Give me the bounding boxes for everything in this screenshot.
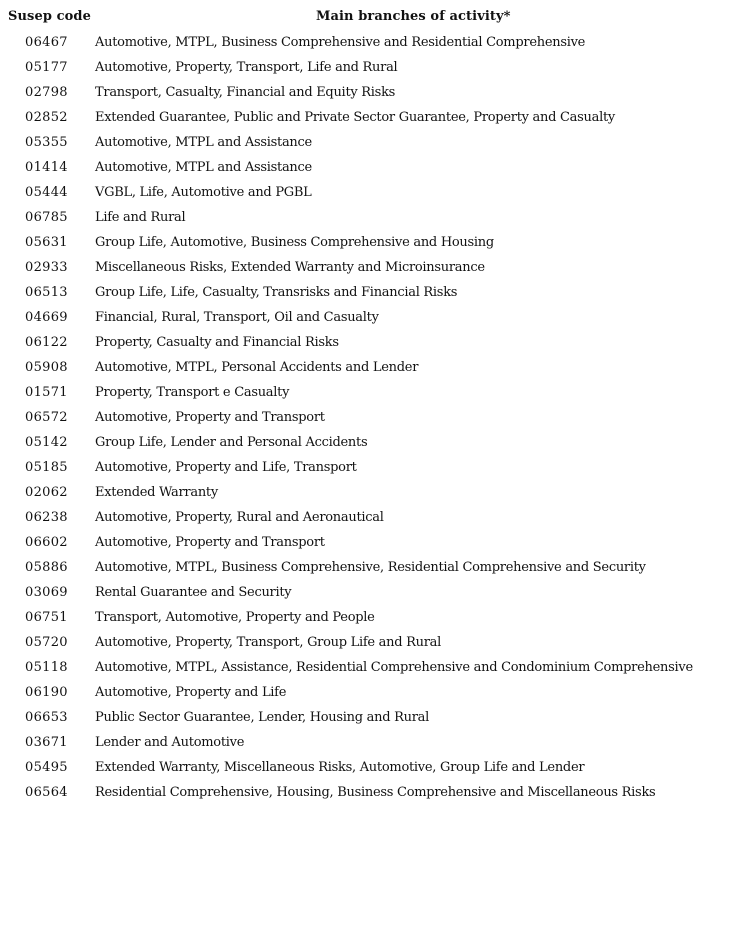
susep-code-cell: 01414 [25, 159, 68, 175]
susep-code-cell: 03671 [25, 734, 68, 750]
branches-cell: Automotive, Property and Transport [95, 534, 325, 550]
branches-cell: Automotive, MTPL and Assistance [95, 134, 312, 150]
table-row [0, 80, 732, 105]
susep-code-cell: 06751 [25, 609, 68, 625]
table-row [0, 30, 732, 55]
susep-code-cell: 06467 [25, 34, 68, 50]
table-row [0, 205, 732, 230]
susep-code-cell: 05444 [25, 184, 68, 200]
branches-cell: Group Life, Lender and Personal Accidents [95, 434, 368, 450]
branches-cell: Extended Warranty [95, 484, 218, 500]
branches-cell: Group Life, Life, Casualty, Transrisks and Financial Risks [95, 284, 458, 300]
table-row [0, 405, 732, 430]
branches-cell: Public Sector Guarantee, Lender, Housing and Rural [95, 709, 429, 725]
susep-code-cell: 05495 [25, 759, 68, 775]
table-row [0, 730, 732, 755]
branches-cell: Lender and Automotive [95, 734, 245, 750]
susep-code-cell: 05142 [25, 434, 68, 450]
branches-cell: Automotive, MTPL, Assistance, Residential Comprehensive and Condominium Comprehensive [95, 659, 693, 675]
susep-code-cell: 05908 [25, 359, 68, 375]
branches-cell: Financial, Rural, Transport, Oil and Casualty [95, 309, 379, 325]
table-row [0, 380, 732, 405]
table-row [0, 705, 732, 730]
branches-cell: Life and Rural [95, 209, 186, 225]
header-main-branches: Main branches of activity* [316, 9, 511, 24]
susep-branches-table [0, 6, 732, 800]
susep-code-cell: 05118 [25, 659, 68, 675]
branches-cell: Automotive, Property and Transport [95, 409, 325, 425]
table-row [0, 780, 732, 805]
table-row [0, 455, 732, 480]
table-row [0, 755, 732, 780]
branches-cell: Automotive, Property, Rural and Aeronautical [95, 509, 384, 525]
susep-code-cell: 02933 [25, 259, 68, 275]
table-row [0, 180, 732, 205]
susep-code-cell: 06602 [25, 534, 68, 550]
branches-cell: Extended Warranty, Miscellaneous Risks, Automotive, Group Life and Lender [95, 759, 585, 775]
branches-cell: Group Life, Automotive, Business Comprehensive and Housing [95, 234, 494, 250]
branches-cell: Property, Transport e Casualty [95, 384, 290, 400]
table-row [0, 480, 732, 505]
branches-cell: Extended Guarantee, Public and Private Sector Guarantee, Property and Casualty [95, 109, 615, 125]
table-row [0, 280, 732, 305]
table-row [0, 430, 732, 455]
branches-cell: Automotive, Property and Life, Transport [95, 459, 357, 475]
branches-cell: Transport, Casualty, Financial and Equity Risks [95, 84, 396, 100]
susep-code-cell: 05185 [25, 459, 68, 475]
table-row [0, 655, 732, 680]
susep-code-cell: 05886 [25, 559, 68, 575]
susep-code-cell: 06785 [25, 209, 68, 225]
header-susep-code: Susep code [8, 9, 91, 24]
susep-code-cell: 06572 [25, 409, 68, 425]
susep-code-cell: 06513 [25, 284, 68, 300]
table-row [0, 130, 732, 155]
table-row [0, 255, 732, 280]
branches-cell: Automotive, MTPL, Business Comprehensive and Residential Comprehensive [95, 34, 586, 50]
table-row [0, 355, 732, 380]
branches-cell: Property, Casualty and Financial Risks [95, 334, 339, 350]
susep-code-cell: 06190 [25, 684, 68, 700]
branches-cell: Miscellaneous Risks, Extended Warranty and Microinsurance [95, 259, 485, 275]
susep-code-cell: 02798 [25, 84, 68, 100]
branches-cell: Automotive, Property and Life [95, 684, 287, 700]
susep-code-cell: 01571 [25, 384, 68, 400]
branches-cell: Automotive, MTPL, Personal Accidents and Lender [95, 359, 419, 375]
susep-code-cell: 06564 [25, 784, 68, 800]
susep-code-cell: 02852 [25, 109, 68, 125]
susep-code-cell: 06238 [25, 509, 68, 525]
branches-cell: Automotive, MTPL, Business Comprehensive, Residential Comprehensive and Security [95, 559, 646, 575]
branches-cell: Rental Guarantee and Security [95, 584, 292, 600]
table-row [0, 230, 732, 255]
table-row [0, 105, 732, 130]
table-row [0, 530, 732, 555]
table-header [0, 6, 732, 28]
table-row [0, 605, 732, 630]
susep-code-cell: 05631 [25, 234, 68, 250]
table-row [0, 630, 732, 655]
branches-cell: Transport, Automotive, Property and People [95, 609, 375, 625]
branches-cell: Automotive, Property, Transport, Group Life and Rural [95, 634, 442, 650]
susep-code-cell: 03069 [25, 584, 68, 600]
table-row [0, 505, 732, 530]
susep-code-cell: 05720 [25, 634, 68, 650]
table-row [0, 305, 732, 330]
susep-code-cell: 05355 [25, 134, 68, 150]
susep-code-cell: 05177 [25, 59, 68, 75]
susep-code-cell: 06122 [25, 334, 68, 350]
table-row [0, 680, 732, 705]
table-row [0, 55, 732, 80]
susep-code-cell: 06653 [25, 709, 68, 725]
table-row [0, 330, 732, 355]
susep-code-cell: 02062 [25, 484, 68, 500]
branches-cell: Residential Comprehensive, Housing, Business Comprehensive and Miscellaneous Risks [95, 784, 656, 800]
branches-cell: Automotive, MTPL and Assistance [95, 159, 312, 175]
table-row [0, 580, 732, 605]
table-row [0, 555, 732, 580]
table-body [0, 30, 732, 805]
table-row [0, 155, 732, 180]
susep-code-cell: 04669 [25, 309, 68, 325]
branches-cell: Automotive, Property, Transport, Life and Rural [95, 59, 398, 75]
branches-cell: VGBL, Life, Automotive and PGBL [95, 184, 312, 200]
